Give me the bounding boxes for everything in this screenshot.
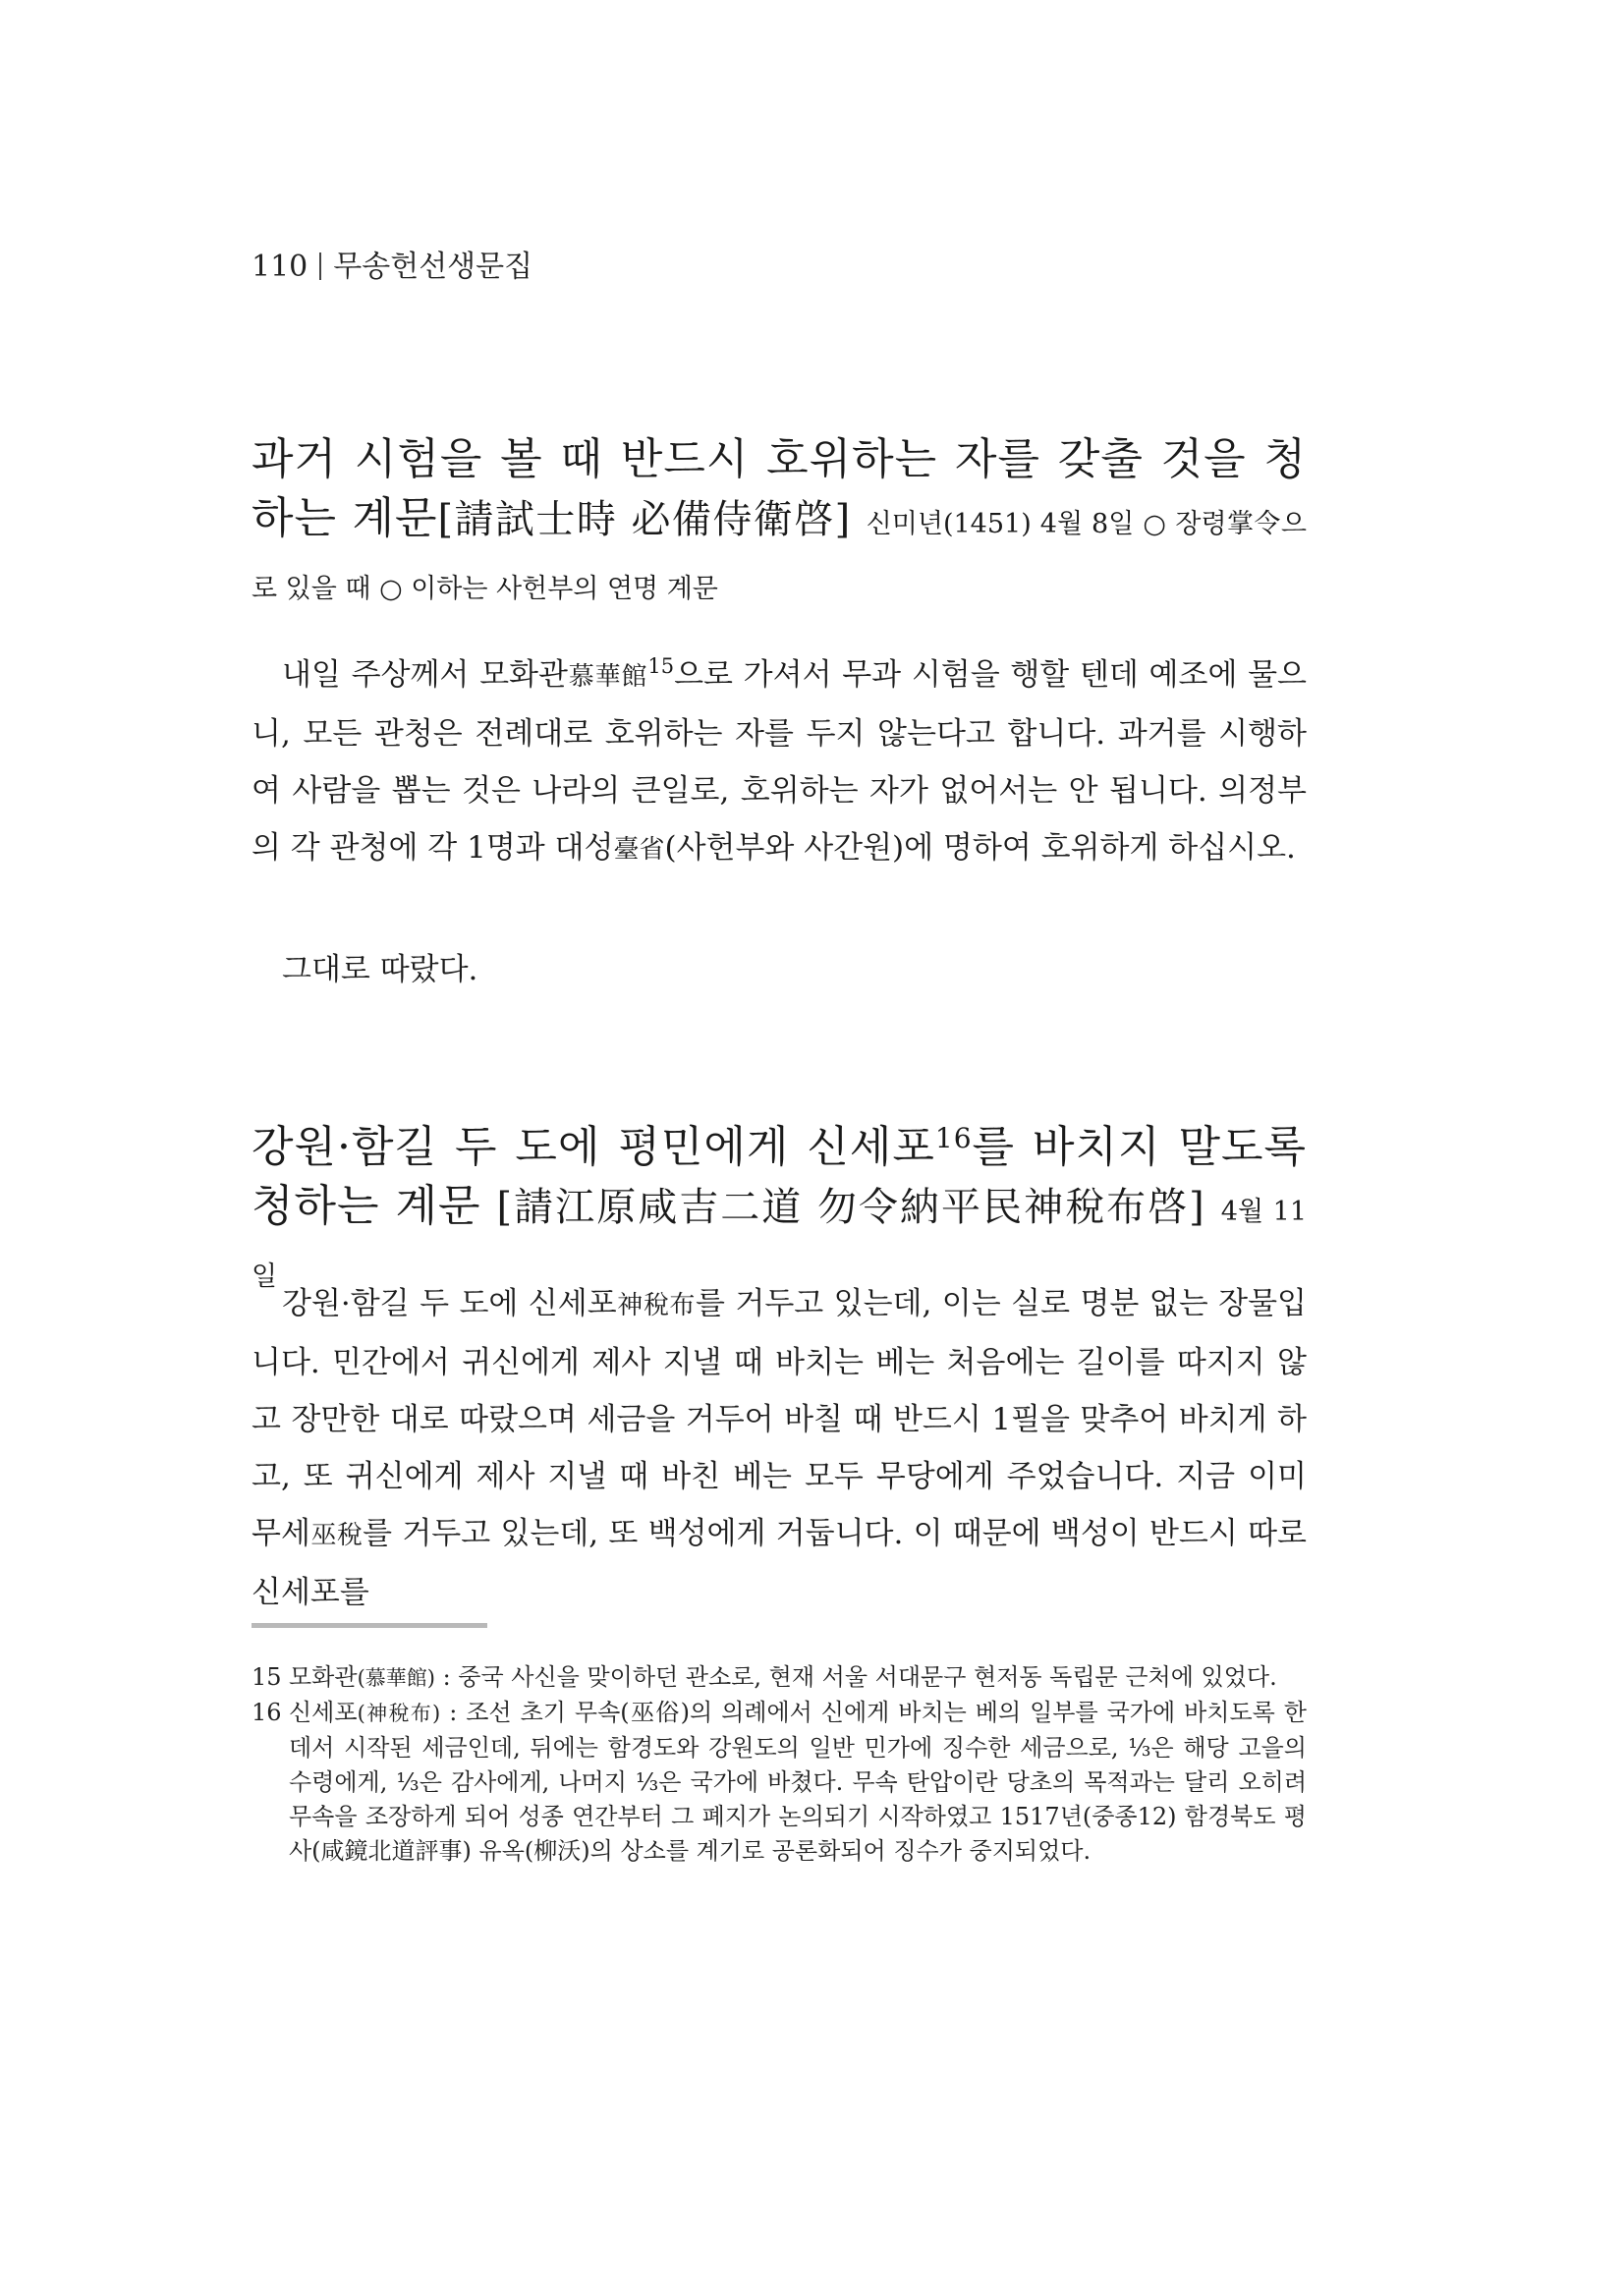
section2-title-a: 강원·함길 두 도에 평민에게 신세포 [252, 1122, 935, 1172]
footnote-16 [252, 1696, 1307, 1869]
section1-meta-suffix: 으로 있을 때 ○ 이하는 사헌부의 연명 계문 [252, 509, 1307, 604]
hanja-gloss: 臺省 [613, 835, 665, 865]
footnote-body: : 중국 사신을 맞이하던 관소로, 현재 서울 서대문구 현저동 독립문 근처에 있었다. [434, 1663, 1277, 1691]
footnote-divider [252, 1623, 487, 1628]
para-text: 를 거두고 있는데, 이는 실로 명분 없는 장물입니다. 민간에서 귀신에게 제사 지낼 때 바치는 베는 처음에는 길이를 따지지 않고 장만한 대로 따랐으며 세금을 거두어 바칠 때 반드시 1필을 맞추어 바치게 하고, 또 귀신에게 제사 지낼 때 바친 베는 모두 무당에게 주었습니다. 지금 이미 무세 [252, 1286, 1307, 1551]
para-text: 내일 주상께서 모화관 [282, 657, 568, 693]
section1-title: 과거 시험을 볼 때 반드시 호위하는 자를 갖출 것을 청하는 계문 [252, 434, 1307, 543]
footnote-hanja: (神稅布) [357, 1702, 441, 1725]
hanja-gloss: 巫稅 [309, 1521, 364, 1550]
footnote-hanja: (慕華館) [357, 1666, 435, 1690]
hanja-gloss: 慕華館 [567, 662, 648, 692]
hanja-gloss: 神稅布 [616, 1291, 696, 1320]
section2-paragraph-1 [252, 1275, 1307, 1621]
footnote-term: 모화관 [289, 1663, 358, 1691]
running-header [252, 248, 532, 287]
section1-meta-prefix: 신미년(1451) 4월 8일 ○ 장령 [866, 509, 1227, 539]
footnote-15 [252, 1660, 1307, 1696]
para-text: 강원·함길 두 도에 신세포 [282, 1286, 617, 1321]
header-divider [319, 252, 321, 280]
section2-title-b: 를 바치지 말도록 청하는 계문 [252, 1122, 1307, 1231]
section1-paragraph-2: 그대로 따랐다. [282, 952, 478, 987]
footnote-ref-15[interactable]: 15 [647, 654, 675, 678]
page-number: 110 [252, 250, 308, 284]
footnote-number: 16 [252, 1699, 282, 1726]
para-text: 를 거두고 있는데, 또 백성에게 거둡니다. 이 때문에 백성이 반드시 따로 신세포를 [252, 1516, 1307, 1610]
section1-hanja-title: [請試士時 必備侍衛啓] [437, 497, 852, 542]
footnote-text [289, 1696, 1307, 1869]
section2-meta: 4월 11일 [252, 1197, 1307, 1292]
footnote-ref-16[interactable]: 16 [934, 1122, 973, 1154]
para-text: 으로 가셔서 무과 시험을 행할 텐데 예조에 물으니, 모든 관청은 전례대로 호위하는 자를 두지 않는다고 합니다. 과거를 시행하여 사람을 뽑는 것은 나라의 큰일로, 호위하는 자가 없어서는 안 됩니다. 의정부의 각 관청에 각 1명과 대성 [252, 657, 1307, 866]
section1-heading [252, 430, 1307, 619]
footnote-text [289, 1660, 1307, 1696]
footnote-number: 15 [252, 1663, 282, 1691]
section1-paragraph-1 [252, 646, 1307, 878]
book-title: 무송헌선생문집 [333, 250, 533, 284]
footnote-body: : 조선 초기 무속(巫俗)의 의례에서 신에게 바치는 베의 일부를 국가에 바치도록 한 데서 시작된 세금인데, 뒤에는 함경도와 강원도의 일반 민가에 징수한 세금으로, ⅓은 해당 고을의 수령에게, ⅓은 감사에게, 나머지 ⅓은 국가에 바쳤다. 무속 탄압이란 당초의 목적과는 달리 오히려 무속을 조장하게 되어 성종 연간부터 그 폐지가 논의되기 시작하였고 1517년(중종12) 함경북도 평사(咸鏡北道評事) 유옥(柳沃)의 상소를 계기로 공론화되어 징수가 중지되었다. [289, 1699, 1307, 1865]
para-text: (사헌부와 사간원)에 명하여 호위하게 하십시오. [664, 830, 1296, 866]
section2-hanja-title: [請江原咸吉二道 勿令納平民神稅布啓] [496, 1185, 1205, 1230]
footnote-term: 신세포 [289, 1699, 358, 1726]
footnotes [252, 1660, 1307, 1869]
section1-meta-hanja: 掌令 [1226, 509, 1281, 539]
